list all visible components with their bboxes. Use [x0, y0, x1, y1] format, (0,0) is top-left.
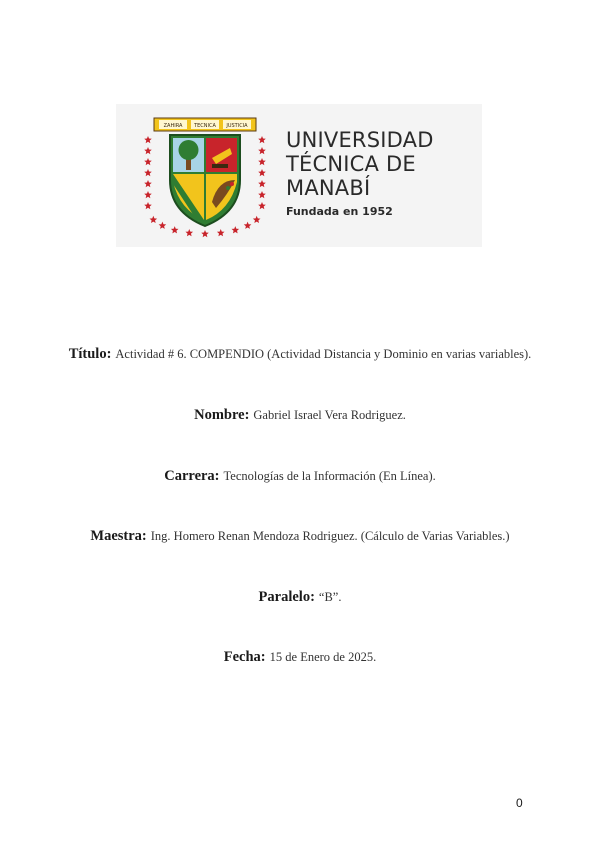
crest-banner-word-2: TECNICA [194, 123, 216, 129]
field-maestra-value: Ing. Homero Renan Mendoza Rodriguez. (Cálculo de Varias Variables.) [150, 529, 510, 543]
crest-star-icon [144, 147, 152, 154]
crest-banner-word-1: ZAHIRA [163, 123, 183, 129]
crest-star-icon [258, 136, 266, 143]
field-paralelo-value: “B”. [318, 590, 342, 604]
wordmark-tagline: Fundada en 1952 [286, 205, 393, 218]
crest-star-icon [258, 191, 266, 198]
field-titulo-value: Actividad # 6. COMPENDIO (Actividad Distancia y Dominio en varias variables). [115, 347, 532, 361]
field-nombre [0, 407, 600, 423]
crest-star-icon [217, 229, 225, 236]
field-fecha-value: 15 de Enero de 2025. [269, 650, 377, 664]
crest-star-icon [159, 222, 167, 229]
field-paralelo [0, 589, 600, 605]
field-nombre-value: Gabriel Israel Vera Rodriguez. [253, 408, 406, 422]
crest-star-icon [144, 169, 152, 176]
field-titulo [0, 346, 600, 362]
page-number: 0 [516, 796, 523, 810]
crest-star-icon [144, 158, 152, 165]
crest-star-icon [144, 180, 152, 187]
crest-star-icon [258, 158, 266, 165]
field-nombre-label: Nombre: [194, 407, 250, 423]
field-carrera [0, 468, 600, 484]
field-titulo-label: Título: [68, 346, 112, 362]
crest-star-icon [185, 229, 193, 236]
field-fecha-label: Fecha: [223, 649, 266, 665]
field-maestra [0, 528, 600, 544]
crest-banner-word-3: JUSTICIA [226, 123, 248, 129]
field-maestra-label: Maestra: [90, 528, 147, 544]
crest-star-icon [253, 216, 261, 223]
crest-star-icon [144, 191, 152, 198]
wordmark-line-3: MANABÍ [286, 176, 371, 200]
wordmark-line-2: TÉCNICA DE [286, 152, 416, 176]
crest-star-icon [201, 230, 209, 237]
field-carrera-label: Carrera: [164, 468, 220, 484]
crest-star-icon [258, 169, 266, 176]
crest-star-icon [244, 222, 252, 229]
crest-star-icon [150, 216, 158, 223]
field-fecha [0, 649, 600, 665]
university-wordmark [286, 128, 476, 218]
crest-emblem [140, 110, 270, 240]
crest-star-icon [144, 202, 152, 209]
field-paralelo-label: Paralelo: [258, 589, 315, 605]
crest-star-icon [258, 147, 266, 154]
crest-star-icon [258, 180, 266, 187]
university-logo [116, 104, 482, 247]
wordmark-line-1: UNIVERSIDAD [286, 128, 434, 152]
crest-star-icon [232, 226, 240, 233]
field-carrera-value: Tecnologías de la Información (En Línea). [223, 469, 436, 483]
crest-star-icon [258, 202, 266, 209]
crest-star-icon [171, 226, 179, 233]
crest-star-icon [144, 136, 152, 143]
